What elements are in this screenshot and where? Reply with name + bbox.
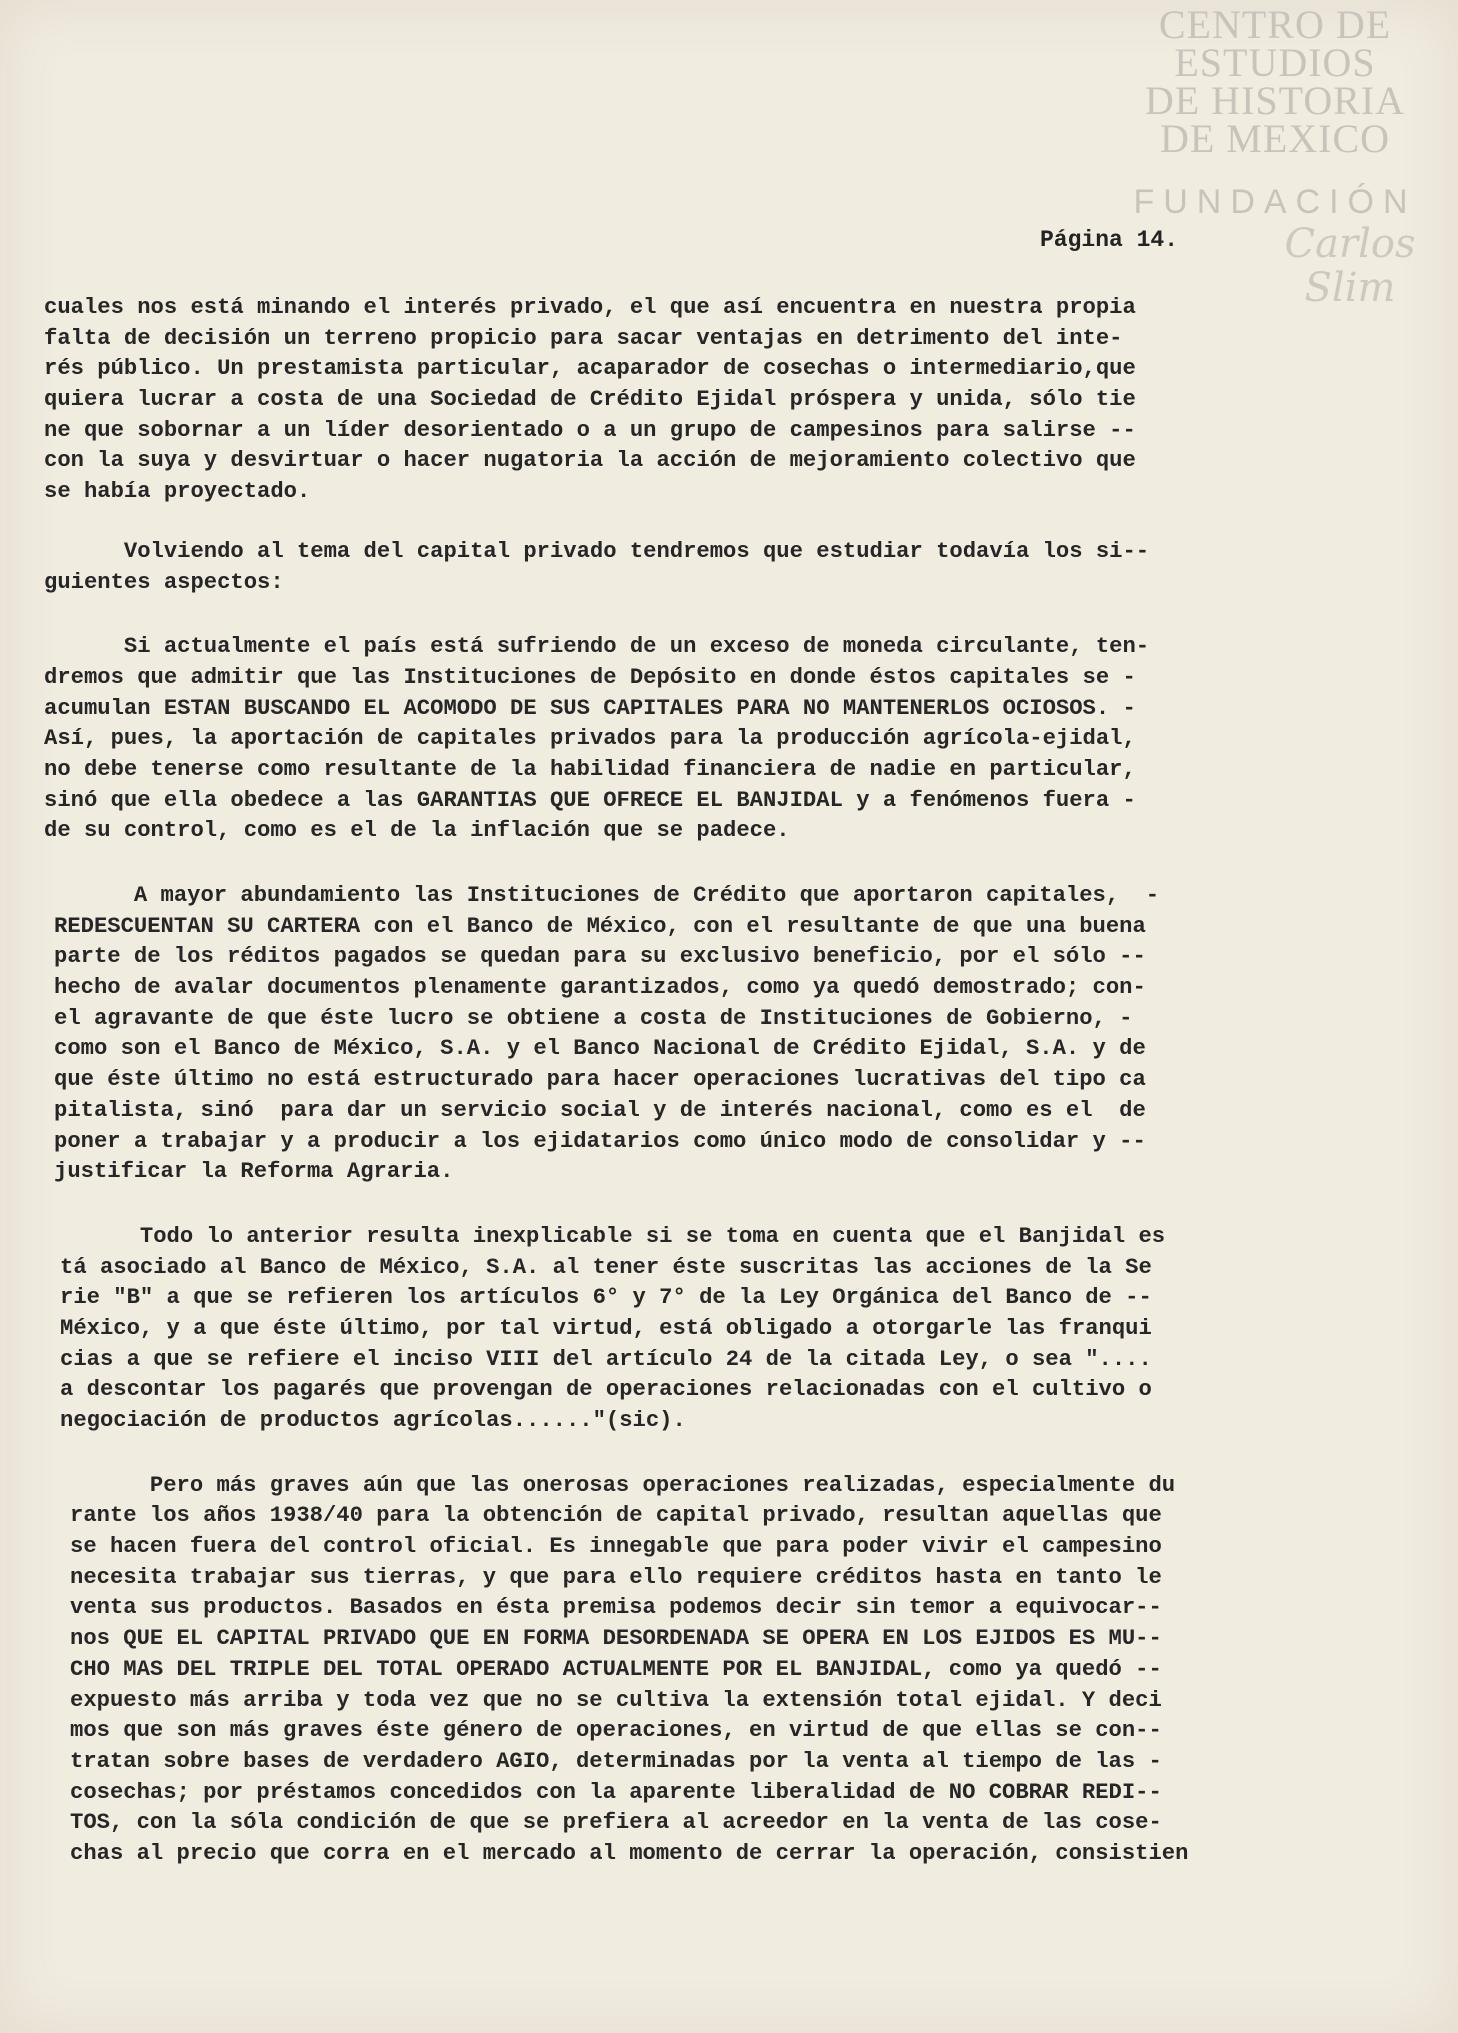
watermark-line: CENTRO DE [1158, 2, 1392, 47]
text-line: nos QUE EL CAPITAL PRIVADO QUE EN FORMA DESORDENADA SE OPERA EN LOS EJIDOS ES MU-- [70, 1626, 1162, 1652]
text-line: Así, pues, la aportación de capitales privados para la producción agrícola-ejidal, [44, 726, 1136, 752]
watermark-fundacion: FUNDACIÓN [1133, 183, 1417, 221]
text-line: no debe tenerse como resultante de la habilidad financiera de nadie en particular, [44, 756, 1136, 782]
text-line: acumulan ESTAN BUSCANDO EL ACOMODO DE SUS CAPITALES PARA NO MANTENERLOS OCIOSOS. - [44, 695, 1136, 721]
text-line: tá asociado al Banco de México, S.A. al tener éste suscritas las acciones de la Se [60, 1254, 1152, 1280]
text-line: guientes aspectos: [44, 569, 284, 595]
text-line: tratan sobre bases de verdadero AGIO, determinadas por la venta al tiempo de las - [70, 1748, 1162, 1774]
watermark-line: DE MEXICO [1159, 116, 1391, 161]
text-line: poner a trabajar y a producir a los ejidatarios como único modo de consolidar y -- [54, 1128, 1146, 1154]
text-line: hecho de avalar documentos plenamente garantizados, como ya quedó demostrado; con- [54, 975, 1146, 1001]
text-line: rés público. Un prestamista particular, acaparador de cosechas o intermediario,que [44, 356, 1136, 382]
archive-watermark [1110, 2, 1440, 311]
text-line: rie "B" a que se refieren los artículos 6° y 7° de la Ley Orgánica del Banco de -- [60, 1285, 1152, 1311]
paragraph [70, 1471, 1328, 1870]
text-line: pitalista, sinó para dar un servicio social y de interés nacional, como es el de [54, 1097, 1146, 1123]
text-line: falta de decisión un terreno propicio para sacar ventajas en detrimento del inte- [44, 325, 1123, 351]
text-line: negociación de productos agrícolas......"(sic). [60, 1408, 686, 1433]
text-line: venta sus productos. Basados en ésta premisa podemos decir sin temor a equivocar-- [70, 1595, 1162, 1621]
text-line: parte de los réditos pagados se quedan para su exclusivo beneficio, por el sólo -- [54, 944, 1146, 970]
typed-body-text [40, 293, 1328, 1870]
watermark-line: DE HISTORIA [1144, 78, 1406, 123]
text-line: quiera lucrar a costa de una Sociedad de Crédito Ejidal próspera y unida, sólo tie [44, 387, 1136, 413]
text-line: chas al precio que corra en el mercado al momento de cerrar la operación, consistien [70, 1840, 1189, 1866]
paragraph [44, 632, 1328, 847]
text-line: Si actualmente el país está sufriendo de un exceso de moneda circulante, ten- [44, 634, 1150, 660]
text-line: expuesto más arriba y toda vez que no se cultiva la extensión total ejidal. Y deci [70, 1687, 1162, 1713]
text-line: REDESCUENTAN SU CARTERA con el Banco de México, con el resultante de que una buena [54, 913, 1146, 939]
text-line: se había proyectado. [44, 479, 311, 505]
text-line: con la suya y desvirtuar o hacer nugatoria la acción de mejoramiento colectivo que [44, 448, 1136, 474]
text-line: A mayor abundamiento las Instituciones de Crédito que aportaron capitales, - [54, 883, 1160, 908]
text-line: TOS, con la sóla condición de que se prefiera al acreedor en la venta de las cose- [70, 1810, 1162, 1836]
text-line: México, y a que éste último, por tal virtud, está obligado a otorgarle las franqui [60, 1315, 1152, 1341]
text-line: el agravante de que éste lucro se obtiene a costa de Instituciones de Gobierno, - [54, 1005, 1133, 1031]
text-line: CHO MAS DEL TRIPLE DEL TOTAL OPERADO ACTUALMENTE POR EL BANJIDAL, como ya quedó -- [70, 1656, 1162, 1682]
text-line: Todo lo anterior resulta inexplicable si se toma en cuenta que el Banjidal es [60, 1223, 1166, 1249]
text-line: cosechas; por préstamos concedidos con la aparente liberalidad de NO COBRAR REDI-- [70, 1779, 1162, 1805]
watermark-line: ESTUDIOS [1174, 40, 1376, 85]
text-line: justificar la Reforma Agraria. [54, 1159, 454, 1185]
text-line: Volviendo al tema del capital privado tendremos que estudiar todavía los si-- [44, 538, 1150, 564]
text-line: que éste último no está estructurado para hacer operaciones lucrativas del tipo ca [54, 1067, 1146, 1093]
text-line: dremos que admitir que las Instituciones de Depósito en donde éstos capitales se - [44, 664, 1136, 690]
text-line: mos que son más graves éste género de operaciones, en virtud de que ellas se con-- [70, 1718, 1162, 1744]
text-line: necesita trabajar sus tierras, y que para ello requiere créditos hasta en tanto le [70, 1564, 1162, 1590]
text-line: Pero más graves aún que las onerosas operaciones realizadas, especialmente du [70, 1472, 1176, 1498]
text-line: de su control, como es el de la inflación que se padece. [44, 818, 790, 844]
text-line: sinó que ella obedece a las GARANTIAS QUE OFRECE EL BANJIDAL y a fenómenos fuera - [44, 787, 1136, 813]
paragraph [60, 1222, 1328, 1437]
text-line: ne que sobornar a un líder desorientado o a un grupo de campesinos para salirse -- [44, 417, 1136, 443]
page-number: Página 14. [1040, 227, 1179, 253]
paragraph [44, 293, 1328, 508]
text-line: rante los años 1938/40 para la obtención de capital privado, resultan aquellas que [70, 1503, 1162, 1529]
text-line: como son el Banco de México, S.A. y el Banco Nacional de Crédito Ejidal, S.A. y de [54, 1036, 1146, 1062]
text-line: cuales nos está minando el interés privado, el que así encuentra en nuestra propia [44, 295, 1136, 320]
text-line: se hacen fuera del control oficial. Es innegable que para poder vivir el campesino [70, 1534, 1162, 1560]
text-line: a descontar los pagarés que provengan de operaciones relacionadas con el cultivo o [60, 1377, 1152, 1403]
paragraph [54, 881, 1328, 1188]
text-line: cias a que se refiere el inciso VIII del artículo 24 de la citada Ley, o sea ".... [60, 1346, 1152, 1372]
paragraph [44, 537, 1328, 598]
watermark-signature: Carlos Slim [1284, 221, 1416, 311]
